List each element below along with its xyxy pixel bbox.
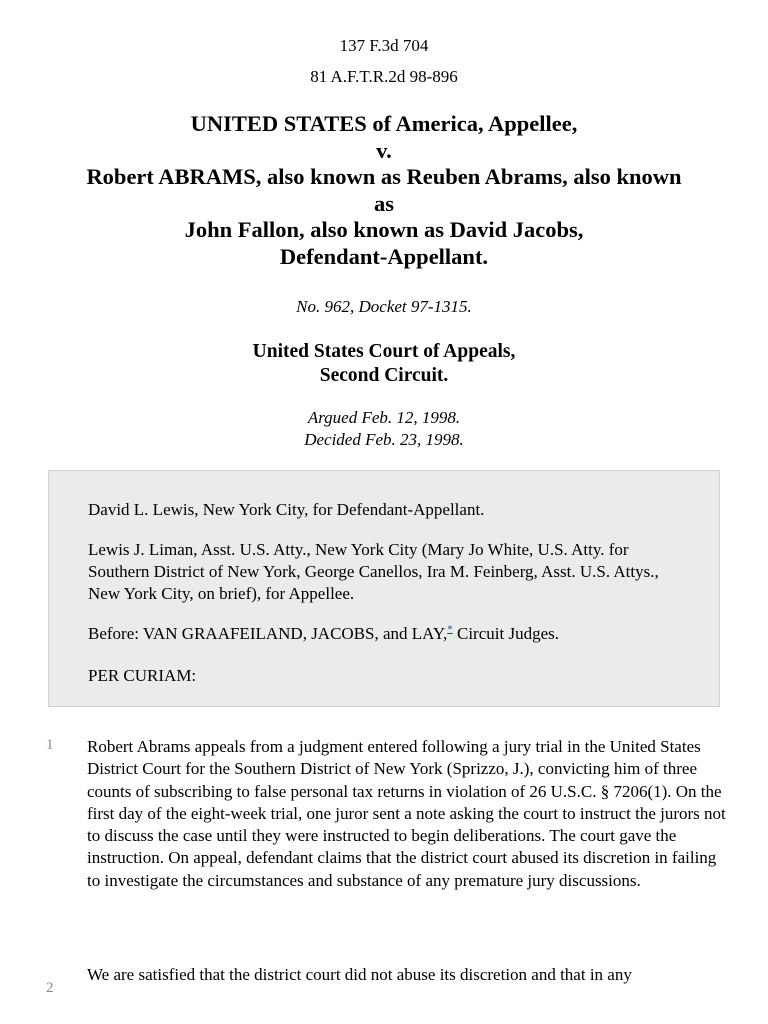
- paragraph-number: 1: [46, 737, 54, 753]
- counsel-defendant: David L. Lewis, New York City, for Defendant-Appellant.: [88, 500, 485, 519]
- counsel-appellee: Lewis J. Liman, Asst. U.S. Atty., New York City (Mary Jo White, U.S. Atty. for Southern District of New York, George Canellos, Ira M. Feinberg, Asst. U.S. Attys., New York City, on brief), for Appellee.: [88, 540, 659, 603]
- docket-number: No. 962, Docket 97-1315.: [296, 297, 472, 316]
- court-name-line2: Second Circuit.: [319, 365, 449, 386]
- panel-judges-prefix: Before: VAN GRAAFEILAND, JACOBS, and LAY,: [88, 624, 448, 643]
- panel-judges: [88, 623, 678, 645]
- aftr-citation: 81 A.F.T.R.2d 98-896: [310, 67, 458, 86]
- opinion-paragraph: We are satisfied that the district court did not abuse its discretion and that in any: [87, 965, 632, 984]
- opinion-paragraph: Robert Abrams appeals from a judgment entered following a jury trial in the United States District Court for the Southern District of New York (Sprizzo, J.), convicting him of three counts of subscribing to false personal tax returns in violation of 26 U.S.C. § 7206(1). On the first day of the eight-week trial, one juror sent a note asking the court to instruct the jurors not to discuss the case until they were instructed to begin deliberations. The court gave the instruction. On appeal, defendant claims that the district court abused its discretion in failing to investigate the circumstances and substance of any premature jury discussions.: [87, 737, 726, 890]
- paragraph-number: 2: [46, 980, 54, 996]
- court-name: [0, 340, 768, 388]
- panel-judges-suffix: Circuit Judges.: [452, 624, 559, 643]
- caption-appellant-line1: Robert ABRAMS, also known as Reuben Abrams, also known: [86, 164, 682, 189]
- footnote-link[interactable]: *: [447, 623, 453, 636]
- caption-versus: v.: [376, 137, 392, 163]
- caption-appellee: UNITED STATES of America, Appellee,: [190, 111, 578, 136]
- counsel-box: [48, 470, 720, 707]
- per-curiam-label: PER CURIAM:: [88, 666, 197, 685]
- case-caption: [30, 111, 738, 270]
- decided-date: Decided Feb. 23, 1998.: [304, 430, 464, 449]
- caption-appellant-line3: John Fallon, also known as David Jacobs,: [184, 217, 584, 242]
- reporter-citation: 137 F.3d 704: [339, 36, 429, 55]
- caption-appellant-line2: as: [373, 190, 394, 216]
- argued-date: Argued Feb. 12, 1998.: [307, 408, 461, 427]
- case-dates: [0, 407, 768, 451]
- caption-appellant-role: Defendant-Appellant.: [279, 243, 489, 269]
- court-name-line1: United States Court of Appeals,: [252, 341, 516, 362]
